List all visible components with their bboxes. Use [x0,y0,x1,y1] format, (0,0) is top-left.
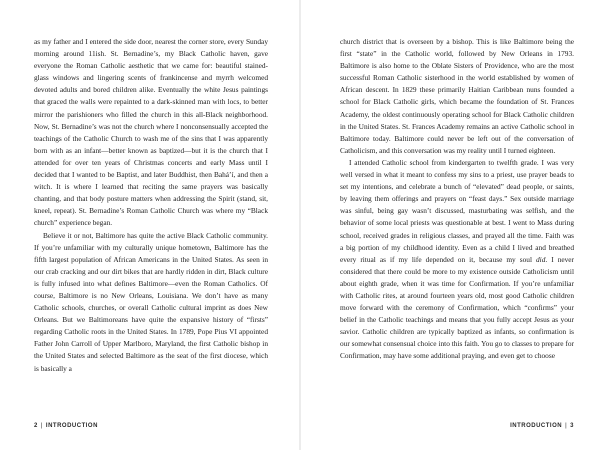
left-page-body [34,36,268,375]
running-head: INTRODUCTION [510,423,563,429]
page-number: 3 [570,423,574,429]
paragraph: Believe it or not, Baltimore has quite the active Black Catholic community. If you’re unfamiliar with my culturally unique hometown, Baltimore has the fifth largest population of African Americans in the United States. As seen in our crab cracking and our dirt bikes that are hardly ridden in dirt, Black culture is fully infused into what defines Baltimore—even the Roman Catholics. Of course, Baltimore is no New Orleans, Louisiana. We don’t have as many Catholic schools, churches, or overall Catholic cultural imprint as does New Orleans. But we Baltimoreans have quite the expansive history of “firsts” regarding Catholic roots in the United States. In 1789, Pope Pius VI appointed Father John Carroll of Upper Marlboro, Maryland, the first Catholic bishop in the United States and selected Baltimore as the seat of the first diocese, which is basically a [34,230,268,373]
right-page-footer [510,423,574,429]
left-page-footer [34,423,98,429]
page-number: 2 [34,423,38,429]
paragraph: church district that is overseen by a bishop. This is like Baltimore being the first “state” in the Catholic world, followed by New Orleans in 1793. Baltimore is also home to the Oblate Sisters of Providence, who are the most successful Roman Catholic sisterhood in the world established by women of African descent. In 1829 these primarily Haitian Caribbean nuns founded a school for Black Catholic girls, which became the foundation of St. Frances Academy, the oldest continuously operating school for Black Catholic children in the United States. St. Frances Academy remains an active Catholic school in Baltimore today. Baltimore could never be left out of the conversation of Catholicism, and this conversation was my reality until I turned eighteen. [340,37,574,155]
footer-separator: | [40,423,43,429]
paragraph [340,157,574,363]
right-page-body [340,36,574,363]
emphasis: did [536,254,546,264]
paragraph-text: I attended Catholic school from kindergarten to twelfth grade. I was very well versed in what it meant to confess my sins to a priest, use prayer beads to set my intentions, and celebrate a bunch of “elevated” dead people, or saints, by leaving them offerings and prayers on “feast days.” Sex outside marriage was sinful, being gay wasn’t discussed, masturbating was selfish, and the behavior of some local priests was questionable at best. I went to Mass during school, received grades in religious classes, and prayed all the time. Faith was a big portion of my childhood identity. Even as a child I lived and breathed every ritual as if my life depended on it, because my soul [340,157,574,264]
right-page [300,0,600,450]
paragraph-text: . I never considered that there could be more to my existence outside Catholicism until about eighth grade, when it was time for Confirmation. If you’re unfamiliar with Catholic rites, at around fourteen years old, most good Catholic children move forward with the ceremony of Confirmation, which “confirms” your belief in the Catholic teachings and means that you fully accept Jesus as your savior. Catholic children are typically baptized as infants, so confirmation is our somewhat consensual choice into this faith. You go to classes to prepare for Confirmation, may have some additional praying, and even get to choose [340,254,575,361]
paragraph: as my father and I entered the side door, nearest the corner store, every Sunday morning around 11ish. St. Bernadine’s, my Black Catholic haven, gave everyone the Roman Catholic aesthetic that we came for: beautiful stained-glass windows and lingering scents of frankincense and myrrh welcomed devoted adults and bored children alike. Eventually the white Jesus paintings that graced the walls were repainted to a dark-skinned man with locs, to better mirror the parishioners who filled the church in this all-Black neighborhood. Now, St. Bernadine’s was not the church where I nonconsensually accepted the teachings of the Catholic Church to wash me of the sins that I was apparently born with as an infant—better known as baptized—but it is the church that I attended for over ten years of Christmas concerts and early Mass until I decided that I wanted to be Baptist, and later Buddhist, then Bahá’í, and then a witch. It is where I learned that reciting the same prayers was basically chanting, and that body posture matters when addressing the Spirit (stand, sit, kneel, repeat). St. Bernadine’s Roman Catholic Church was where my “Black church” experience began. [34,37,268,228]
running-head: INTRODUCTION [45,423,98,429]
footer-separator: | [565,423,568,429]
